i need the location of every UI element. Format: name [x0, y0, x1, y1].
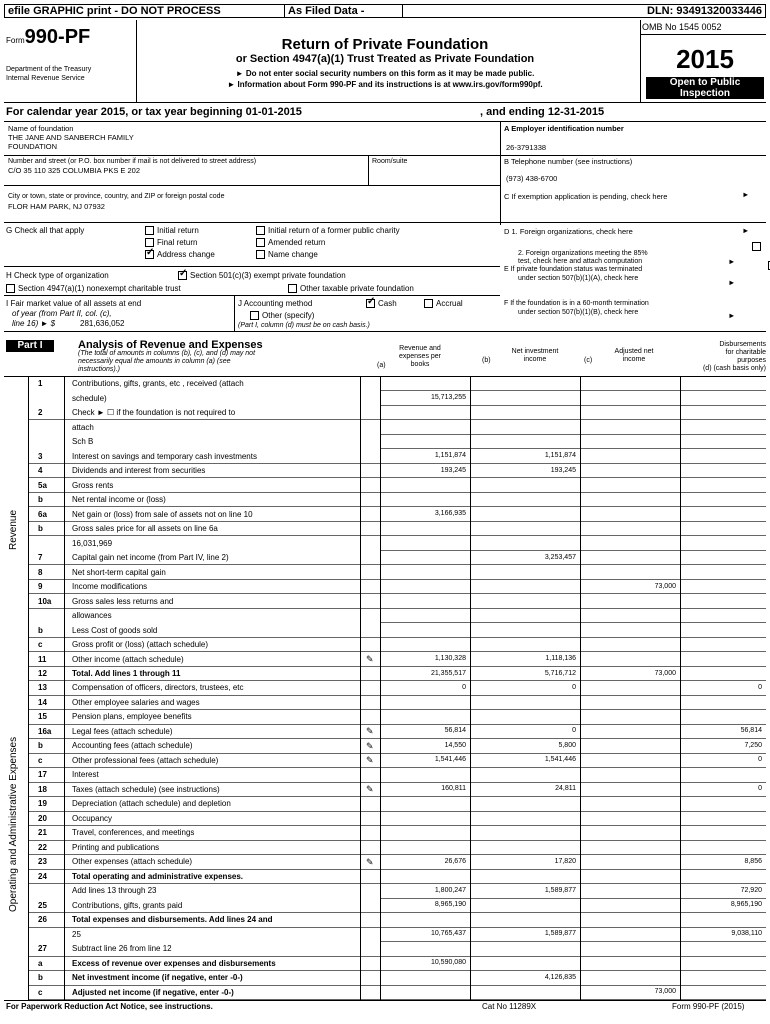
row-number: 2: [38, 408, 43, 418]
row-label: Other income (attach schedule): [72, 654, 184, 664]
table-row: [28, 609, 766, 623]
foundation-name-label: Name of foundation: [8, 124, 74, 133]
col-c-letter: (c): [584, 357, 593, 364]
h-other-text: Other taxable private foundation: [300, 284, 414, 293]
table-row: [28, 493, 766, 507]
calendar-begin: For calendar year 2015, or tax year beginning 01-01-2015: [6, 106, 302, 118]
table-row: [28, 826, 766, 840]
row-value-b: 0: [572, 727, 576, 735]
f-arrow-icon: ►: [728, 311, 736, 320]
g-address-change[interactable]: [145, 250, 215, 259]
row-number: 8: [38, 567, 43, 577]
col-b-line-2: income: [523, 356, 547, 363]
row-label: Capital gain net income (from Part IV, line 2): [72, 553, 229, 563]
j-other-text: Other (specify): [262, 311, 315, 320]
row-label: 25: [72, 929, 81, 939]
row-value-a: 1,541,446: [434, 756, 466, 764]
table-row: [28, 913, 766, 927]
omb-number: OMB No 1545 0052: [642, 22, 722, 32]
table-row: [28, 522, 766, 536]
form-number-text: 990-PF: [24, 26, 91, 48]
row-value-b: 0: [572, 683, 576, 691]
h-501c3-checkbox[interactable]: [178, 271, 187, 280]
h-4947-text: Section 4947(a)(1) nonexempt charitable trust: [18, 284, 181, 293]
table-row: [28, 420, 766, 434]
row-number: 3: [38, 451, 43, 461]
table-row: [28, 812, 766, 826]
f-label-2: under section 507(b)(1)(B), check here: [518, 309, 639, 316]
attachment-icon[interactable]: ✎: [366, 784, 374, 795]
row-value-b: 5,800: [558, 741, 576, 749]
row-number: 22: [38, 842, 47, 852]
g-initial-return[interactable]: [145, 226, 199, 235]
dln-label: DLN: 93491320033446: [647, 5, 762, 17]
row-label: Adjusted net income (if negative, enter -0-): [72, 987, 234, 997]
row-value-a: 14,550: [444, 741, 466, 749]
form-number: [6, 26, 90, 49]
row-number: 20: [38, 813, 47, 823]
row-number: 14: [38, 697, 47, 707]
col-a-line-3: books: [410, 361, 430, 368]
row-value-a: 1,800,247: [434, 886, 466, 894]
row-label: Contributions, gifts, grants, etc , received (attach: [72, 379, 244, 389]
table-row: [28, 623, 766, 637]
row-number: 19: [38, 799, 47, 809]
row-label: Accounting fees (attach schedule): [72, 741, 193, 751]
row-label: Excess of revenue over expenses and disbursements: [72, 958, 276, 968]
ssn-warning: ► Do not enter social security numbers on this form as it may be made public.: [235, 69, 535, 78]
g-amended-text: Amended return: [268, 238, 326, 247]
table-row: [28, 594, 766, 608]
form-prefix: Form: [6, 36, 25, 45]
row-label: Other expenses (attach schedule): [72, 857, 193, 867]
row-label: Net short-term capital gain: [72, 567, 166, 577]
row-label: Net rental income or (loss): [72, 495, 166, 505]
row-label: Net gain or (loss) from sale of assets not on line 10: [72, 509, 253, 519]
g-address-text: Address change: [157, 250, 215, 259]
row-value-b: 4,126,835: [544, 973, 576, 981]
row-number: c: [38, 987, 43, 997]
row-value-d: 9,038,110: [731, 930, 762, 938]
side-expenses-label: Operating and Administrative Expenses: [8, 736, 19, 912]
row-value-b: 1,589,877: [544, 886, 576, 894]
table-row: [28, 435, 766, 449]
h-4947-checkbox[interactable]: [6, 284, 15, 293]
c-label: C If exemption application is pending, check here: [504, 192, 668, 201]
d2-arrow-icon: ►: [728, 257, 736, 266]
row-label: Pension plans, employee benefits: [72, 712, 192, 722]
j-other-checkbox[interactable]: [250, 311, 259, 320]
form-title: Return of Private Foundation: [281, 36, 489, 53]
attachment-icon[interactable]: ✎: [366, 856, 374, 867]
h-label: H Check type of organization: [6, 271, 109, 280]
table-row: [28, 841, 766, 855]
row-label: Check ► ☐ if the foundation is not required to: [72, 408, 236, 418]
table-row: [28, 899, 766, 913]
row-number: b: [38, 625, 43, 635]
row-value-d: 8,965,190: [730, 901, 762, 909]
row-label: Total. Add lines 1 through 11: [72, 669, 181, 678]
row-label: Legal fees (attach schedule): [72, 726, 173, 736]
g-name-change[interactable]: [256, 250, 318, 259]
g-name-checkbox[interactable]: [256, 250, 265, 259]
table-row: [28, 377, 766, 391]
table-row: [28, 957, 766, 971]
col-c-header: [590, 348, 678, 364]
street-label: Number and street (or P.O. box number if mail is not delivered to street address): [8, 158, 257, 165]
row-value-b: 17,820: [554, 857, 576, 865]
table-row: [28, 710, 766, 724]
room-label: Room/suite: [372, 158, 408, 165]
j-accrual-checkbox[interactable]: [424, 299, 433, 308]
row-value-d: 0: [758, 683, 762, 691]
row-value-c: 73,000: [654, 988, 676, 996]
j-label: J Accounting method: [238, 299, 313, 308]
table-row: [28, 768, 766, 782]
col-c-line-1: Adjusted net: [614, 348, 654, 355]
calendar-end: , and ending 12-31-2015: [480, 106, 605, 118]
row-value-a: 21,355,517: [430, 669, 466, 677]
top-bar: [4, 4, 766, 18]
row-number: 9: [38, 582, 43, 592]
table-row: [28, 464, 766, 478]
row-number: 12: [38, 669, 47, 678]
d1-arrow-icon: ►: [742, 226, 750, 235]
g-initial-former-checkbox[interactable]: [256, 226, 265, 235]
col-a-letter: (a): [377, 362, 386, 369]
dept-line-1: Department of the Treasury: [6, 66, 92, 73]
i-label-1: I Fair market value of all assets at end: [6, 299, 142, 308]
row-label: Interest: [72, 770, 99, 780]
table-row: [28, 580, 766, 594]
row-label: Sch B: [72, 437, 94, 447]
part1-desc-1: (The total of amounts in columns (b), (c), and (d) may not: [78, 350, 256, 357]
j-accrual[interactable]: [424, 299, 463, 308]
row-number: 15: [38, 712, 47, 722]
row-label: Compensation of officers, directors, trustees, etc: [72, 683, 244, 693]
row-label: Taxes (attach schedule) (see instructions): [72, 784, 220, 794]
table-row: [28, 551, 766, 565]
table-row: [28, 565, 766, 579]
row-number: 13: [38, 683, 47, 693]
table-row: [28, 971, 766, 985]
table-row: [28, 986, 766, 1000]
attachment-icon[interactable]: ✎: [366, 755, 374, 766]
row-value-d: 56,814: [740, 727, 762, 735]
row-value-b: 24,811: [555, 785, 576, 793]
table-row: [28, 681, 766, 695]
row-value-b: 3,253,457: [544, 553, 576, 561]
row-value-a: 160,811: [441, 785, 466, 793]
row-label: Less Cost of goods sold: [72, 625, 158, 635]
j-note: (Part I, column (d) must be on cash basis.): [238, 322, 370, 329]
c-arrow-icon: ►: [742, 190, 750, 199]
row-value-a: 3,166,935: [434, 510, 466, 518]
e-label-2: under section 507(b)(1)(A), check here: [518, 275, 639, 282]
h-other-checkbox[interactable]: [288, 284, 297, 293]
e-arrow-icon: ►: [728, 278, 736, 287]
table-row: [28, 725, 766, 739]
i-label-2: of year (from Part II, col. (c),: [12, 309, 112, 318]
row-number: 17: [38, 770, 47, 780]
col-d-line-4: (d) (cash basis only): [702, 365, 766, 372]
row-value-b: 5,716,712: [544, 669, 576, 677]
d1-checkbox[interactable]: [752, 242, 761, 251]
row-value-b: 193,245: [550, 466, 576, 474]
col-d-line-1: Disbursements: [719, 341, 766, 348]
g-amended-checkbox[interactable]: [256, 238, 265, 247]
row-number: b: [38, 973, 43, 983]
attachment-icon[interactable]: ✎: [366, 740, 374, 751]
row-value-a: 0: [462, 683, 466, 691]
table-row: [28, 391, 766, 405]
row-number: 23: [38, 857, 47, 867]
row-number: a: [38, 958, 43, 968]
j-cash[interactable]: [366, 299, 397, 308]
row-label: Gross sales less returns and: [72, 596, 174, 606]
attachment-icon[interactable]: ✎: [366, 654, 374, 664]
footer-form: Form 990-PF (2015): [672, 1002, 745, 1011]
row-value-c: 73,000: [654, 582, 676, 590]
row-value-a: 10,765,437: [430, 930, 466, 938]
table-row: [28, 739, 766, 753]
row-value-a: 10,590,080: [430, 959, 466, 967]
row-label: Subtract line 26 from line 12: [72, 944, 172, 954]
row-number: 27: [38, 944, 47, 954]
g-final-text: Final return: [157, 238, 198, 247]
row-label: schedule): [72, 393, 107, 403]
inspection-line-2: Inspection: [679, 88, 730, 99]
g-final-return[interactable]: [145, 238, 197, 247]
form-subtitle: or Section 4947(a)(1) Trust Treated as Private Foundation: [235, 53, 535, 65]
col-b-header: [480, 348, 593, 364]
row-value-b: 1,541,446: [544, 756, 576, 764]
row-value-d: 0: [758, 756, 762, 764]
footer-paperwork: For Paperwork Reduction Act Notice, see instructions.: [6, 1002, 213, 1011]
row-value-c: 73,000: [654, 669, 676, 677]
foundation-name-1: THE JANE AND SANBERCH FAMILY: [8, 133, 134, 142]
g-label: G Check all that apply: [6, 226, 85, 235]
row-value-a: 15,713,255: [430, 394, 466, 402]
table-row: [28, 797, 766, 811]
g-initial-text: Initial return: [157, 226, 199, 235]
row-value-a: 1,130,328: [434, 655, 466, 662]
h-other-taxable[interactable]: [288, 284, 414, 293]
col-d-line-3: purposes: [737, 357, 766, 364]
part1-title: Analysis of Revenue and Expenses: [78, 339, 263, 351]
row-number: 26: [38, 915, 47, 925]
table-row: [28, 449, 766, 463]
row-value-b: 1,589,877: [544, 930, 576, 938]
row-number: 18: [38, 784, 47, 794]
h-501c3[interactable]: [178, 271, 346, 280]
row-label: Contributions, gifts, grants paid: [72, 900, 183, 910]
row-label: Other professional fees (attach schedule): [72, 755, 219, 765]
row-number: 16a: [38, 726, 52, 736]
col-c-line-2: income: [622, 356, 646, 363]
part1-label: Part I: [6, 340, 54, 352]
city-value: FLOR HAM PARK, NJ 07932: [8, 202, 105, 211]
table-row: [28, 406, 766, 420]
row-value-a: 1,151,874: [434, 452, 466, 460]
dept-line-2: Internal Revenue Service: [6, 75, 85, 82]
g-final-checkbox[interactable]: [145, 238, 154, 247]
table-row: [28, 696, 766, 710]
table-row: [28, 754, 766, 768]
col-a-header: [380, 345, 460, 369]
ein-label: A Employer identification number: [504, 124, 624, 133]
g-initial-former-text: Initial return of a former public charity: [268, 226, 400, 235]
side-revenue-label: Revenue: [8, 509, 19, 550]
row-value-b: 1,151,874: [544, 452, 576, 460]
row-number: 5a: [38, 480, 47, 490]
row-label: Total expenses and disbursements. Add lines 24 and: [72, 915, 273, 925]
ein-value: 26-3791338: [506, 143, 547, 152]
f-label-1: F If the foundation is in a 60-month termination: [504, 300, 649, 307]
row-number: 25: [38, 900, 47, 910]
j-accrual-text: Accrual: [436, 299, 463, 308]
row-number: c: [38, 755, 43, 765]
street-value: C/O 35 110 325 COLUMBIA PKS E 202: [8, 166, 141, 175]
j-cash-checkbox[interactable]: [366, 299, 375, 308]
row-number: 6a: [38, 509, 47, 519]
i-label-3: line 16) ► $: [12, 319, 56, 328]
row-number: 7: [38, 553, 43, 563]
row-number: b: [38, 524, 43, 534]
d1-label: D 1. Foreign organizations, check here: [504, 227, 633, 236]
tax-year: 2015: [676, 44, 734, 74]
g-address-checkbox[interactable]: [145, 250, 154, 259]
row-label: Gross rents: [72, 480, 114, 490]
col-a-line-1: Revenue and: [399, 345, 441, 352]
row-value-d: 72,920: [740, 886, 762, 894]
j-other[interactable]: [250, 311, 314, 320]
row-label: Occupancy: [72, 813, 113, 823]
table-row: [28, 478, 766, 492]
foundation-name-2: FOUNDATION: [8, 142, 58, 151]
row-label: 16,031,969: [72, 538, 113, 548]
row-label: Travel, conferences, and meetings: [72, 828, 195, 838]
g-initial-former[interactable]: [256, 226, 400, 235]
table-row: [28, 652, 766, 666]
h-501c3-text: Section 501(c)(3) exempt private foundation: [190, 271, 346, 280]
table-row: [28, 783, 766, 797]
row-value-a: 193,245: [440, 466, 466, 474]
table-row: [28, 536, 766, 550]
row-label: Other employee salaries and wages: [72, 697, 200, 707]
row-label: attach: [72, 422, 94, 432]
department: [6, 65, 136, 83]
row-value-a: 26,676: [444, 857, 466, 865]
d2-label-1: 2. Foreign organizations meeting the 85%: [518, 250, 648, 257]
g-initial-checkbox[interactable]: [145, 226, 154, 235]
row-label: Interest on savings and temporary cash investments: [72, 451, 257, 461]
col-d-header: [682, 341, 766, 373]
row-number: 11: [38, 654, 47, 664]
inspection-line-1: Open to Public: [669, 77, 741, 88]
e-label-1: E If private foundation status was terminated: [504, 266, 643, 273]
i-value: 281,636,052: [80, 319, 125, 328]
row-value-d: 8,856: [744, 857, 762, 865]
j-cash-text: Cash: [378, 299, 397, 308]
row-number: 10a: [38, 596, 52, 606]
g-amended-return[interactable]: [256, 238, 325, 247]
table-row: [28, 928, 766, 942]
row-label: Income modifications: [72, 582, 148, 592]
col-b-letter: (b): [482, 357, 491, 364]
row-number: b: [38, 495, 43, 505]
h-4947[interactable]: [6, 284, 181, 293]
row-label: Total operating and administrative expenses.: [72, 871, 244, 881]
row-label: Gross profit or (loss) (attach schedule): [72, 640, 209, 650]
row-label: Gross sales price for all assets on line 6a: [72, 524, 218, 534]
row-label: allowances: [72, 611, 112, 621]
row-number: 21: [38, 828, 47, 838]
table-row: [28, 667, 766, 681]
row-value-d: 7,250: [744, 741, 762, 749]
public-inspection-badge: [646, 77, 764, 99]
row-label: Dividends and interest from securities: [72, 466, 206, 476]
table-row: [28, 855, 766, 869]
row-label: Printing and publications: [72, 842, 160, 852]
row-number: 4: [38, 466, 43, 476]
row-label: Add lines 13 through 23: [72, 886, 157, 896]
row-label: Depreciation (attach schedule) and depletion: [72, 799, 231, 809]
footer-cat: Cat No 11289X: [482, 1002, 537, 1011]
col-a-line-2: expenses per: [398, 353, 442, 360]
row-number: b: [38, 741, 43, 751]
row-value-a: 56,814: [444, 727, 466, 735]
phone-value: (973) 438-6700: [506, 174, 558, 183]
efile-label: efile GRAPHIC print - DO NOT PROCESS: [5, 5, 285, 17]
part1-desc-2: necessarily equal the amounts in column (a) (see: [78, 358, 231, 365]
col-b-line-1: Net investment: [511, 348, 559, 355]
row-label: Net investment income (if negative, enter -0-): [72, 973, 243, 983]
phone-label: B Telephone number (see instructions): [504, 157, 633, 166]
city-label: City or town, state or province, country, and ZIP or foreign postal code: [8, 193, 225, 200]
table-row: [28, 884, 766, 898]
row-value-d: 0: [758, 785, 762, 793]
g-name-text: Name change: [268, 250, 318, 259]
info-link[interactable]: ► Information about Form 990-PF and its instructions is at www.irs.gov/form990pf.: [227, 80, 543, 89]
col-d-line-2: for charitable: [725, 349, 766, 356]
attachment-icon[interactable]: ✎: [366, 726, 374, 737]
filed-label: As Filed Data -: [285, 5, 403, 17]
d2-label-2: test, check here and attach computation: [518, 258, 643, 265]
row-number: 1: [38, 379, 43, 389]
row-value-b: 1,118,136: [545, 655, 576, 662]
table-row: [28, 507, 766, 521]
row-number: 24: [38, 871, 47, 881]
table-row: [28, 942, 766, 956]
table-row: [28, 870, 766, 884]
row-value-a: 8,965,190: [434, 901, 466, 909]
part1-desc-3: instructions).): [78, 366, 121, 373]
row-number: c: [38, 640, 43, 650]
table-row: [28, 638, 766, 652]
